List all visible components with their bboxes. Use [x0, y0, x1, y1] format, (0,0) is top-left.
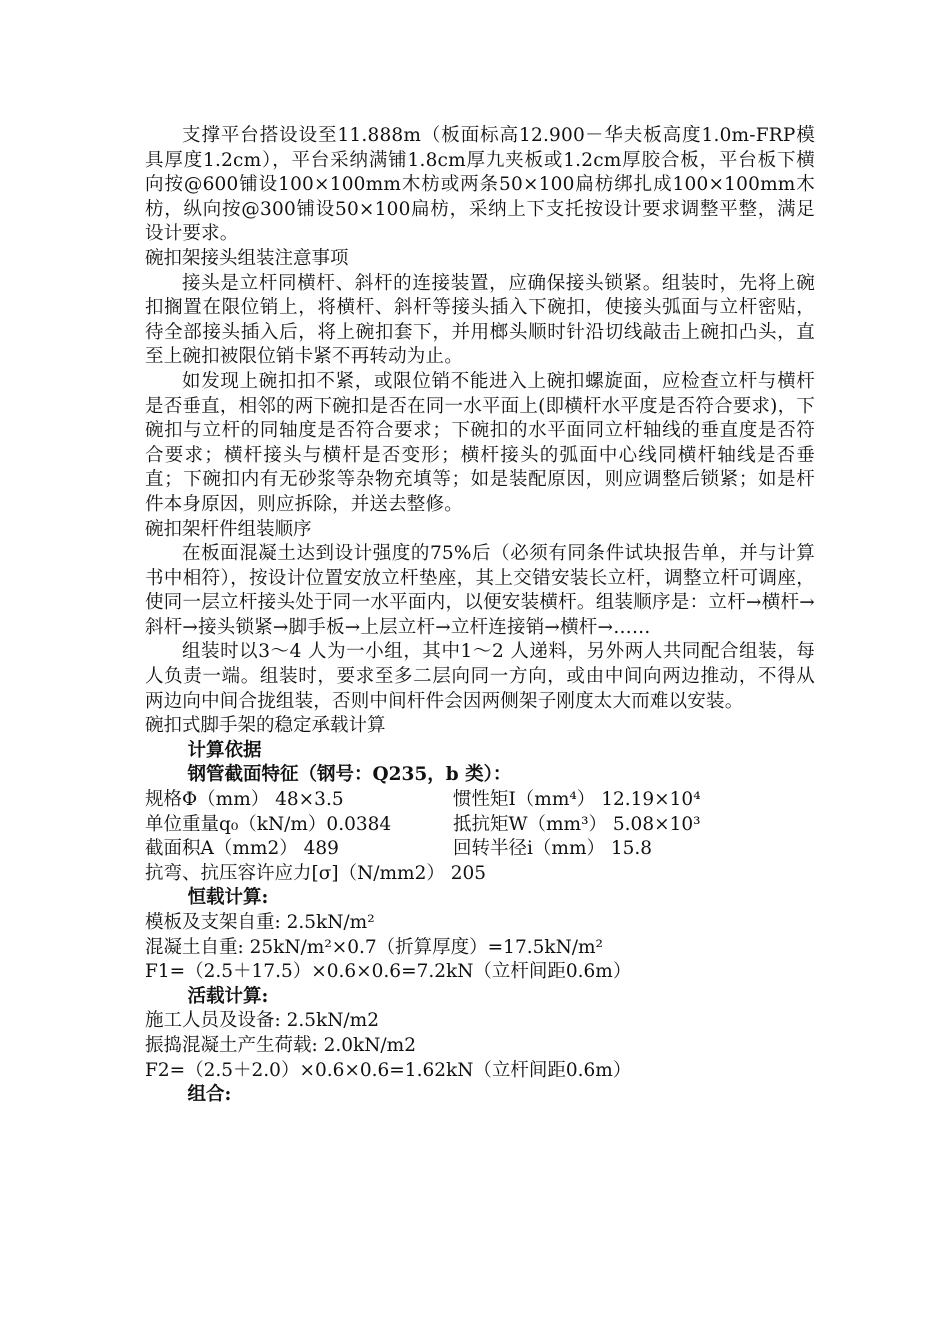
heading-dead-load: 恒载计算: — [187, 887, 269, 909]
heading-joint-assembly: 碗扣架接头组装注意事项 — [145, 247, 349, 269]
spec-modulus: 抵抗矩W（mm³） 5.08×10³ — [453, 813, 701, 835]
heading-combination: 组合: — [187, 1084, 232, 1106]
spec-size: 规格Φ（mm） 48×3.5 — [145, 789, 344, 811]
spec-radius: 回转半径i（mm） 15.8 — [453, 838, 653, 860]
dead-load-f1: F1=（2.5＋17.5）×0.6×0.6=7.2kN（立杆间距0.6m） — [145, 961, 632, 983]
heading-live-load: 活载计算: — [187, 985, 269, 1007]
spec-row-2 — [145, 813, 815, 838]
paragraph-joint: 接头是立杆同横杆、斜杆的连接装置，应确保接头锁紧。组装时，先将上碗扣搁置在限位销上，将横杆、斜杆等接头插入下碗扣，使接头弧面与立杆密贴，待全部接头插入后，将上碗扣套下，并用榔头顺时针沿切线敲击上碗扣凸头，直至上碗扣被限位销卡紧不再转动为止。 — [145, 272, 815, 368]
live-load-vibration: 振捣混凝土产生荷载: 2.0kN/m2 — [145, 1034, 416, 1056]
heading-stability-calc: 碗扣式脚手架的稳定承载计算 — [145, 715, 386, 737]
document-body — [145, 124, 815, 1108]
heading-assembly-order: 碗扣架杆件组装顺序 — [145, 518, 312, 540]
paragraph-order: 在板面混凝土达到设计强度的75%后（必须有同条件试块报告单，并与计算书中相符），按设计位置安放立杆垫座，其上交错安装长立杆，调整立杆可调座，使同一层立杆接头处于同一水平面内，以便安装横杆。组装顺序是：立杆→横杆→斜杆→接头锁紧→脚手板→上层立杆→立杆连接销→横杆→…… — [145, 543, 815, 638]
paragraph-check: 如发现上碗扣扣不紧，或限位销不能进入上碗扣螺旋面，应检查立杆与横杆是否垂直，相邻的两下碗扣是否在同一水平面上(即横杆水平度是否符合要求)，下碗扣与立杆的同轴度是否符合要求；下碗扣的水平面同立杆轴线的垂直度是否符合要求；横杆接头与横杆是否变形；横杆接头的弧面中心线同横杆轴线是否垂直；下碗扣内有无砂浆等杂物充填等；如是装配原因，则应调整后锁紧；如是杆件本身原因，则应拆除，并送去整修。 — [145, 370, 815, 515]
live-load-f2: F2=（2.5＋2.0）×0.6×0.6=1.62kN（立杆间距0.6m） — [145, 1059, 632, 1081]
dead-load-concrete: 混凝土自重: 25kN/m²×0.7（折算厚度）=17.5kN/m² — [145, 936, 603, 958]
dead-load-formwork: 模板及支架自重: 2.5kN/m² — [145, 912, 375, 933]
spec-area: 截面积A（mm2） 489 — [145, 838, 339, 860]
heading-section-properties: 钢管截面特征（钢号：Q235，b 类）： — [187, 764, 512, 786]
spec-weight: 单位重量q₀（kN/m）0.0384 — [145, 813, 392, 835]
paragraph-team: 组装时以3～4 人为一小组，其中1～2 人递料，另外两人共同配合组装，每人负责一端。组装时，要求至多二层向同一方向，或由中间向两边推动，不得从两边向中间合拢组装，否则中间杆件会因两侧架子刚度太大而难以安装。 — [145, 641, 815, 712]
live-load-workers: 施工人员及设备: 2.5kN/m2 — [145, 1010, 379, 1032]
spec-row-1 — [145, 788, 815, 813]
spec-allowable-stress: 抗弯、抗压容许应力[σ]（N/mm2） 205 — [145, 862, 487, 884]
heading-calc-basis: 计算依据 — [187, 739, 262, 761]
spec-row-3 — [145, 837, 815, 862]
spec-inertia: 惯性矩I（mm⁴） 12.19×10⁴ — [453, 789, 701, 811]
paragraph-platform: 支撑平台搭设设至11.888m（板面标高12.900－华夫板高度1.0m-FRP模具厚度1.2cm），平台采纳满铺1.8cm厚九夹板或1.2cm厚胶合板，平台板下横向按@600铺设100×100mm木枋或两条50×100扁枋绑扎成100×100mm木枋，纵向按@300铺设50×100扁枋，采纳上下支托按设计要求调整平整，满足设计要求。 — [145, 125, 815, 245]
